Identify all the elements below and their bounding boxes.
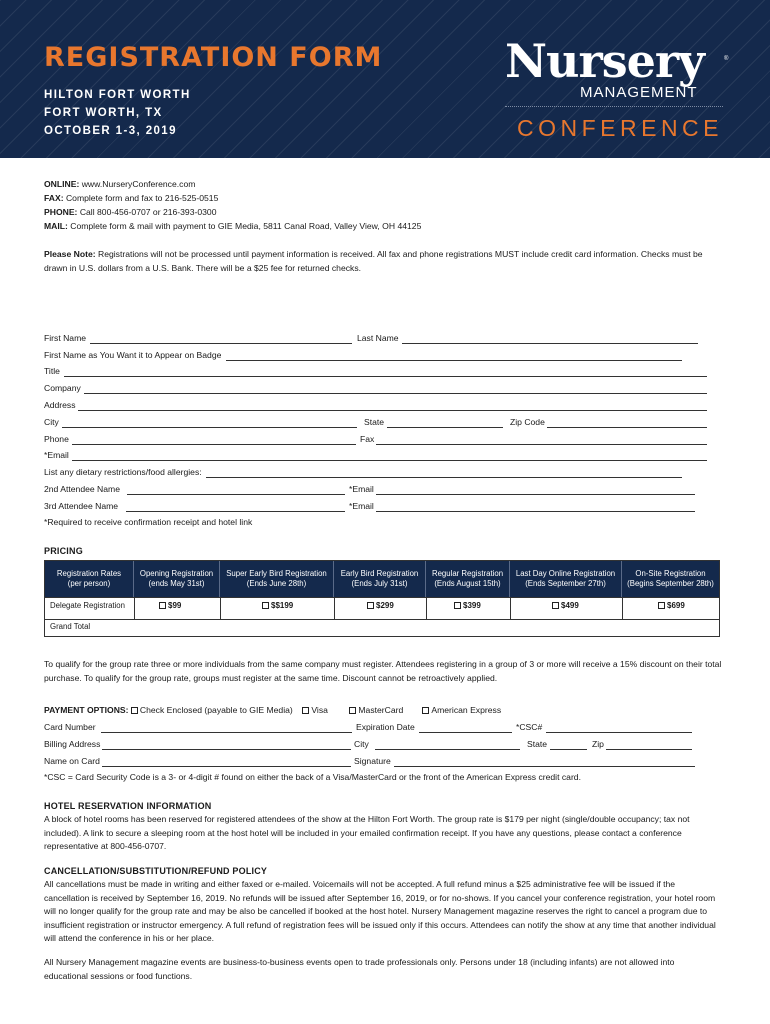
csc-field[interactable] xyxy=(546,732,692,733)
checkbox-icon xyxy=(131,707,138,714)
visa-option[interactable]: Visa xyxy=(302,705,328,715)
attendee2-email-label: *Email xyxy=(349,484,374,494)
price-early-option[interactable]: $299 xyxy=(367,601,394,610)
expiration-date-label: Expiration Date xyxy=(356,722,415,732)
price-onsite-option[interactable]: $699 xyxy=(658,601,685,610)
logo-management: MANAGEMENT xyxy=(580,84,698,101)
billing-state-label: State xyxy=(527,739,548,749)
checkbox-icon xyxy=(159,602,166,609)
billing-zip-field[interactable] xyxy=(606,749,692,750)
form-title: REGISTRATION FORM xyxy=(44,42,383,73)
price-regular-option[interactable]: $399 xyxy=(454,601,481,610)
contact-fax: FAX: Complete form and fax to 216-525-0515 xyxy=(44,193,219,203)
billing-zip-label: Zip xyxy=(592,739,604,749)
signature-label: Signature xyxy=(354,756,391,766)
attendee2-name-field[interactable] xyxy=(127,494,345,495)
attendee3-email-label: *Email xyxy=(349,501,374,511)
checkbox-icon xyxy=(658,602,665,609)
pricing-col-last-day: Last Day Online Registration (Ends September 27th) xyxy=(510,561,622,597)
address-field[interactable] xyxy=(78,410,707,411)
company-field[interactable] xyxy=(84,393,707,394)
name-on-card-field[interactable] xyxy=(102,766,351,767)
hotel-heading: HOTEL RESERVATION INFORMATION xyxy=(44,801,212,811)
pricing-table xyxy=(44,560,720,637)
zip-code-label: Zip Code xyxy=(510,417,545,427)
pricing-col-super-early: Super Early Bird Registration (Ends June 28th) xyxy=(220,561,334,597)
amex-option[interactable]: American Express xyxy=(422,705,501,715)
first-name-label: First Name xyxy=(44,333,87,343)
contact-phone: PHONE: Call 800-456-0707 or 216-393-0300 xyxy=(44,207,217,217)
billing-address-label: Billing Address xyxy=(44,739,101,749)
check-enclosed-option[interactable]: Check Enclosed (payable to GIE Media) xyxy=(131,705,293,715)
pricing-col-onsite: On-Site Registration (Begins September 28th) xyxy=(627,569,714,588)
pricing-col-regular: Regular Registration (Ends August 15th) xyxy=(426,561,510,597)
billing-address-field[interactable] xyxy=(102,749,351,750)
logo-registered-mark: ® xyxy=(724,56,729,62)
please-note: Please Note: Registrations will not be processed until payment information is received. All fax and phone registrations MUST include credit card information. Checks must be drawn in U.S. dollars from a U.S. Bank. There will be a $25 fee for returned checks. xyxy=(44,249,703,273)
attendee3-name-field[interactable] xyxy=(126,511,345,512)
hotel-text: A block of hotel rooms has been reserved for registered attendees of the show at the Hilton Fort Worth. The group rate is $179 per night (single/double occupancy; tax not included). A link to secure a sleeping room at the host hotel will be included in your emailed confirmation receipt. If you have any questions, please contact a conference representative at 800-456-0707. xyxy=(44,814,690,851)
dietary-field[interactable] xyxy=(206,477,682,478)
email-field[interactable] xyxy=(72,460,707,461)
billing-state-field[interactable] xyxy=(550,749,587,750)
card-number-label: Card Number xyxy=(44,722,96,732)
checkbox-icon xyxy=(422,707,429,714)
zip-code-field[interactable] xyxy=(547,427,707,428)
fax-field[interactable] xyxy=(376,444,707,445)
attendee3-email-field[interactable] xyxy=(376,511,695,512)
phone-field[interactable] xyxy=(72,444,356,445)
payment-options-label: PAYMENT OPTIONS: xyxy=(44,705,129,715)
phone-label: Phone xyxy=(44,434,69,444)
required-note: *Required to receive confirmation receipt and hotel link xyxy=(44,517,253,527)
footer-note: All Nursery Management magazine events are business-to-business events open to trade professionals only. Persons under 18 (including infants) are not allowed into educational sessions or food functions. xyxy=(44,957,675,981)
checkbox-icon xyxy=(349,707,356,714)
event-dates: OCTOBER 1-3, 2019 xyxy=(44,125,177,137)
payment-options xyxy=(44,704,501,718)
fax-label: Fax xyxy=(360,434,375,444)
pricing-header-row xyxy=(45,561,719,597)
last-name-label: Last Name xyxy=(357,333,399,343)
cancellation-heading: CANCELLATION/SUBSTITUTION/REFUND POLICY xyxy=(44,866,268,876)
state-label: State xyxy=(364,417,385,427)
grand-total-row[interactable] xyxy=(45,619,719,637)
last-name-field[interactable] xyxy=(402,343,698,344)
address-label: Address xyxy=(44,400,76,410)
cancellation-text: All cancellations must be made in writing and either faxed or e-mailed. Voicemails will not be accepted. A full refund minus a $25 administrative fee will be issued if the cancellation is received by September 16, 2019. No refunds will be issued after September 16, 2019, or for no-shows. If you cancel your conference registration, your hotel room will no longer qualify for the group rate and may be also be cancelled if booked at the host hotel. Nursery Management magazine reserves the right to cancel a program due to insufficient registration or instructor emergency. A full refund of registration fees will be issued only if this occurs. Attendees can notify the show at any time that another individual will attend the conference in his or her place. xyxy=(44,879,716,943)
attendee2-email-field[interactable] xyxy=(376,494,695,495)
pricing-col-early: Early Bird Registration (Ends July 31st) xyxy=(334,561,426,597)
company-label: Company xyxy=(44,383,81,393)
pricing-col-opening: Opening Registration (ends May 31st) xyxy=(134,561,220,597)
expiration-date-field[interactable] xyxy=(419,732,512,733)
grand-total-label: Grand Total xyxy=(50,622,91,631)
attendee3-name-label: 3rd Attendee Name xyxy=(44,501,119,511)
csc-label: *CSC# xyxy=(516,722,543,732)
checkbox-icon xyxy=(454,602,461,609)
price-last-day-option[interactable]: $499 xyxy=(552,601,579,610)
badge-name-label: First Name as You Want it to Appear on Badge xyxy=(44,350,222,360)
checkbox-icon xyxy=(302,707,309,714)
state-field[interactable] xyxy=(387,427,503,428)
title-label: Title xyxy=(44,366,60,376)
venue-name: HILTON FORT WORTH xyxy=(44,89,191,101)
first-name-field[interactable] xyxy=(90,343,352,344)
csc-note: *CSC = Card Security Code is a 3- or 4-digit # found on either the back of a Visa/MasterCard or the front of the American Express credit card. xyxy=(44,772,581,782)
email-label: *Email xyxy=(44,450,69,460)
card-number-field[interactable] xyxy=(101,732,352,733)
name-on-card-label: Name on Card xyxy=(44,756,100,766)
badge-name-field[interactable] xyxy=(226,360,682,361)
mastercard-option[interactable]: MasterCard xyxy=(349,705,403,715)
logo-conference: CONFERENCE xyxy=(517,115,724,141)
contact-online: ONLINE: www.NurseryConference.com xyxy=(44,179,196,189)
group-rate-note: To qualify for the group rate three or more individuals from the same company must register. Attendees registering in a group of 3 or more will receive a 15% discount on their total purchase. To qualify for the group rate, groups must register at the same time. Discount cannot be retroactively applied. xyxy=(44,659,722,683)
dietary-label: List any dietary restrictions/food allergies: xyxy=(44,467,202,477)
checkbox-icon xyxy=(262,602,269,609)
price-super-early-option[interactable]: $$199 xyxy=(262,601,293,610)
price-opening-option[interactable]: $99 xyxy=(159,601,181,610)
logo-nursery: Nursery xyxy=(505,34,704,88)
pricing-col-rates: Registration Rates (per person) xyxy=(45,561,134,597)
contact-mail: MAIL: Complete form & mail with payment to GIE Media, 5811 Canal Road, Valley View, OH 44125 xyxy=(44,221,422,231)
city-field[interactable] xyxy=(62,427,357,428)
venue-city: FORT WORTH, TX xyxy=(44,107,163,119)
signature-field[interactable] xyxy=(394,766,695,767)
header-banner xyxy=(0,0,770,158)
billing-city-field[interactable] xyxy=(375,749,520,750)
city-label: City xyxy=(44,417,59,427)
logo-divider xyxy=(505,106,723,107)
pricing-heading: PRICING xyxy=(44,546,83,556)
delegate-registration-label: Delegate Registration xyxy=(50,601,125,610)
title-field[interactable] xyxy=(64,376,707,377)
billing-city-label: City xyxy=(354,739,369,749)
checkbox-icon xyxy=(367,602,374,609)
checkbox-icon xyxy=(552,602,559,609)
attendee2-name-label: 2nd Attendee Name xyxy=(44,484,120,494)
